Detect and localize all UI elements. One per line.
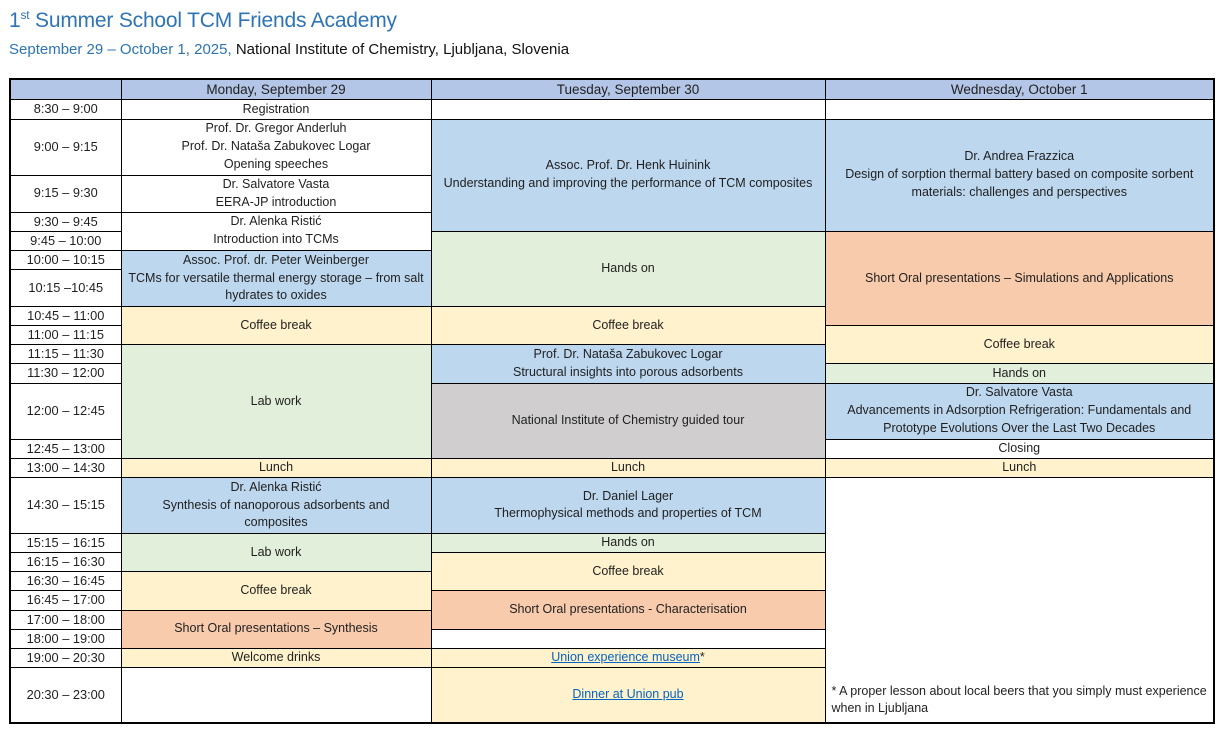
speaker-name: Dr. Salvatore Vasta xyxy=(222,176,330,191)
day-header-monday: Monday, September 29 xyxy=(121,79,431,100)
footnote-text: * A proper lesson about local beers that you simply must experience when in Ljubljana xyxy=(831,683,1207,715)
cell-wednesday-empty-early xyxy=(825,100,1214,119)
title-number: 1 xyxy=(9,9,21,32)
museum-asterisk: * xyxy=(699,650,705,665)
cell-tuesday-lunch: Lunch xyxy=(431,458,825,477)
cell-tuesday-coffee-break-pm: Coffee break xyxy=(431,553,825,591)
cell-monday-intro-tcms xyxy=(121,212,431,250)
time-slot: 17:00 – 18:00 xyxy=(10,610,121,629)
corner-cell xyxy=(10,79,121,100)
cell-wednesday-coffee-break: Coffee break xyxy=(825,326,1214,364)
day-header-tuesday: Tuesday, September 30 xyxy=(431,79,825,100)
speaker-name: Assoc. Prof. Dr. Henk Huinink xyxy=(545,158,711,173)
time-slot: 10:45 – 11:00 xyxy=(10,306,121,325)
time-slot: 11:00 – 11:15 xyxy=(10,326,121,345)
speaker-name: Prof. Dr. Nataša Zabukovec Logar xyxy=(533,347,723,362)
cell-wednesday-lunch: Lunch xyxy=(825,458,1214,477)
time-slot: 19:00 – 20:30 xyxy=(10,648,121,667)
schedule-table xyxy=(9,78,1215,723)
cell-tuesday-empty-early xyxy=(431,100,825,119)
time-slot: 11:15 – 11:30 xyxy=(10,345,121,364)
cell-monday-coffee-break-am: Coffee break xyxy=(121,306,431,344)
header-row xyxy=(10,79,1214,100)
event-title: Opening speeches xyxy=(223,156,329,171)
cell-tuesday-logar-lecture xyxy=(431,345,825,383)
speaker-name: Dr. Alenka Ristić xyxy=(230,479,322,494)
cell-monday-opening-speeches xyxy=(121,119,431,175)
cell-monday-short-oral: Short Oral presentations – Synthesis xyxy=(121,610,431,648)
cell-wednesday-vasta-lecture xyxy=(825,383,1214,439)
event-title: Understanding and improving the performance of TCM composites xyxy=(443,176,813,191)
speaker-name: Dr. Alenka Ristić xyxy=(230,214,322,229)
cell-tuesday-lager-lecture xyxy=(431,477,825,533)
subtitle-dates: September 29 – October 1, 2025, xyxy=(9,41,232,59)
event-title: EERA-JP introduction xyxy=(215,194,337,209)
union-experience-museum-link[interactable]: Union experience museum xyxy=(551,650,700,665)
cell-wednesday-closing: Closing xyxy=(825,439,1214,458)
cell-tuesday-dinner xyxy=(431,668,825,723)
time-slot: 12:45 – 13:00 xyxy=(10,439,121,458)
speaker-name: Dr. Salvatore Vasta xyxy=(965,385,1073,400)
cell-monday-coffee-break-pm: Coffee break xyxy=(121,572,431,610)
page-subtitle xyxy=(9,41,1212,58)
cell-tuesday-guided-tour: National Institute of Chemistry guided tour xyxy=(431,383,825,458)
event-title: Synthesis of nanoporous adsorbents and composites xyxy=(162,497,390,530)
time-slot: 20:30 – 23:00 xyxy=(10,668,121,723)
speaker-name: Dr. Andrea Frazzica xyxy=(964,149,1075,164)
cell-tuesday-empty-evening xyxy=(431,629,825,648)
cell-monday-welcome-drinks: Welcome drinks xyxy=(121,648,431,667)
time-slot: 12:00 – 12:45 xyxy=(10,383,121,439)
event-title: Introduction into TCMs xyxy=(213,232,339,247)
cell-monday-lab-work-pm: Lab work xyxy=(121,533,431,571)
time-slot: 9:45 – 10:00 xyxy=(10,231,121,250)
time-slot: 10:00 – 10:15 xyxy=(10,250,121,269)
day-header-wednesday: Wednesday, October 1 xyxy=(825,79,1214,100)
time-slot: 14:30 – 15:15 xyxy=(10,477,121,533)
cell-wednesday-short-oral: Short Oral presentations – Simulations and Applications xyxy=(825,231,1214,325)
title-text: Summer School TCM Friends Academy xyxy=(29,9,397,32)
cell-tuesday-hands-on-am: Hands on xyxy=(431,231,825,306)
cell-monday-empty-late xyxy=(121,668,431,723)
cell-tuesday-museum xyxy=(431,648,825,667)
time-slot: 9:30 – 9:45 xyxy=(10,212,121,231)
time-slot: 15:15 – 16:15 xyxy=(10,533,121,552)
cell-monday-lunch: Lunch xyxy=(121,458,431,477)
cell-monday-lab-work-am: Lab work xyxy=(121,345,431,458)
cell-monday-eera-introduction xyxy=(121,175,431,212)
event-title: Advancements in Adsorption Refrigeration: Fundamentals and Prototype Evolutions Over the Last Two Decades xyxy=(847,403,1192,435)
time-slot: 8:30 – 9:00 xyxy=(10,100,121,119)
speaker-name: Prof. Dr. Nataša Zabukovec Logar xyxy=(181,139,371,154)
time-slot: 13:00 – 14:30 xyxy=(10,458,121,477)
event-title: Thermophysical methods and properties of TCM xyxy=(494,506,762,521)
time-slot: 16:15 – 16:30 xyxy=(10,553,121,572)
time-slot: 16:45 – 17:00 xyxy=(10,591,121,610)
cell-tuesday-coffee-break-am: Coffee break xyxy=(431,306,825,344)
title-ordinal: st xyxy=(20,8,30,22)
dinner-union-pub-link[interactable]: Dinner at Union pub xyxy=(572,686,684,701)
time-slot: 9:00 – 9:15 xyxy=(10,119,121,175)
cell-tuesday-short-oral: Short Oral presentations - Characterisation xyxy=(431,591,825,629)
page-title xyxy=(9,8,1212,33)
cell-wednesday-footnote xyxy=(825,477,1214,722)
subtitle-venue: National Institute of Chemistry, Ljubljana, Slovenia xyxy=(231,41,570,59)
time-slot: 9:15 – 9:30 xyxy=(10,175,121,212)
event-title: Structural insights into porous adsorbents xyxy=(513,364,743,379)
cell-monday-weinberger-lecture xyxy=(121,250,431,306)
speaker-name: Assoc. Prof. dr. Peter Weinberger xyxy=(183,252,369,267)
cell-monday-registration: Registration xyxy=(121,100,431,119)
cell-monday-synthesis-lecture xyxy=(121,477,431,533)
speaker-name: Prof. Dr. Gregor Anderluh xyxy=(205,121,347,136)
cell-wednesday-hands-on: Hands on xyxy=(825,364,1214,383)
speaker-name: Dr. Daniel Lager xyxy=(582,488,674,503)
cell-tuesday-huinink-lecture xyxy=(431,119,825,231)
cell-tuesday-hands-on-pm: Hands on xyxy=(431,533,825,552)
time-slot: 18:00 – 19:00 xyxy=(10,629,121,648)
time-slot: 10:15 –10:45 xyxy=(10,269,121,306)
time-slot: 16:30 – 16:45 xyxy=(10,572,121,591)
cell-wednesday-frazzica-lecture xyxy=(825,119,1214,231)
time-slot: 11:30 – 12:00 xyxy=(10,364,121,383)
event-title: TCMs for versatile thermal energy storage – from salt hydrates to oxides xyxy=(128,270,424,303)
event-title: Design of sorption thermal battery based on composite sorbent materials: challenges and perspectives xyxy=(845,167,1194,199)
